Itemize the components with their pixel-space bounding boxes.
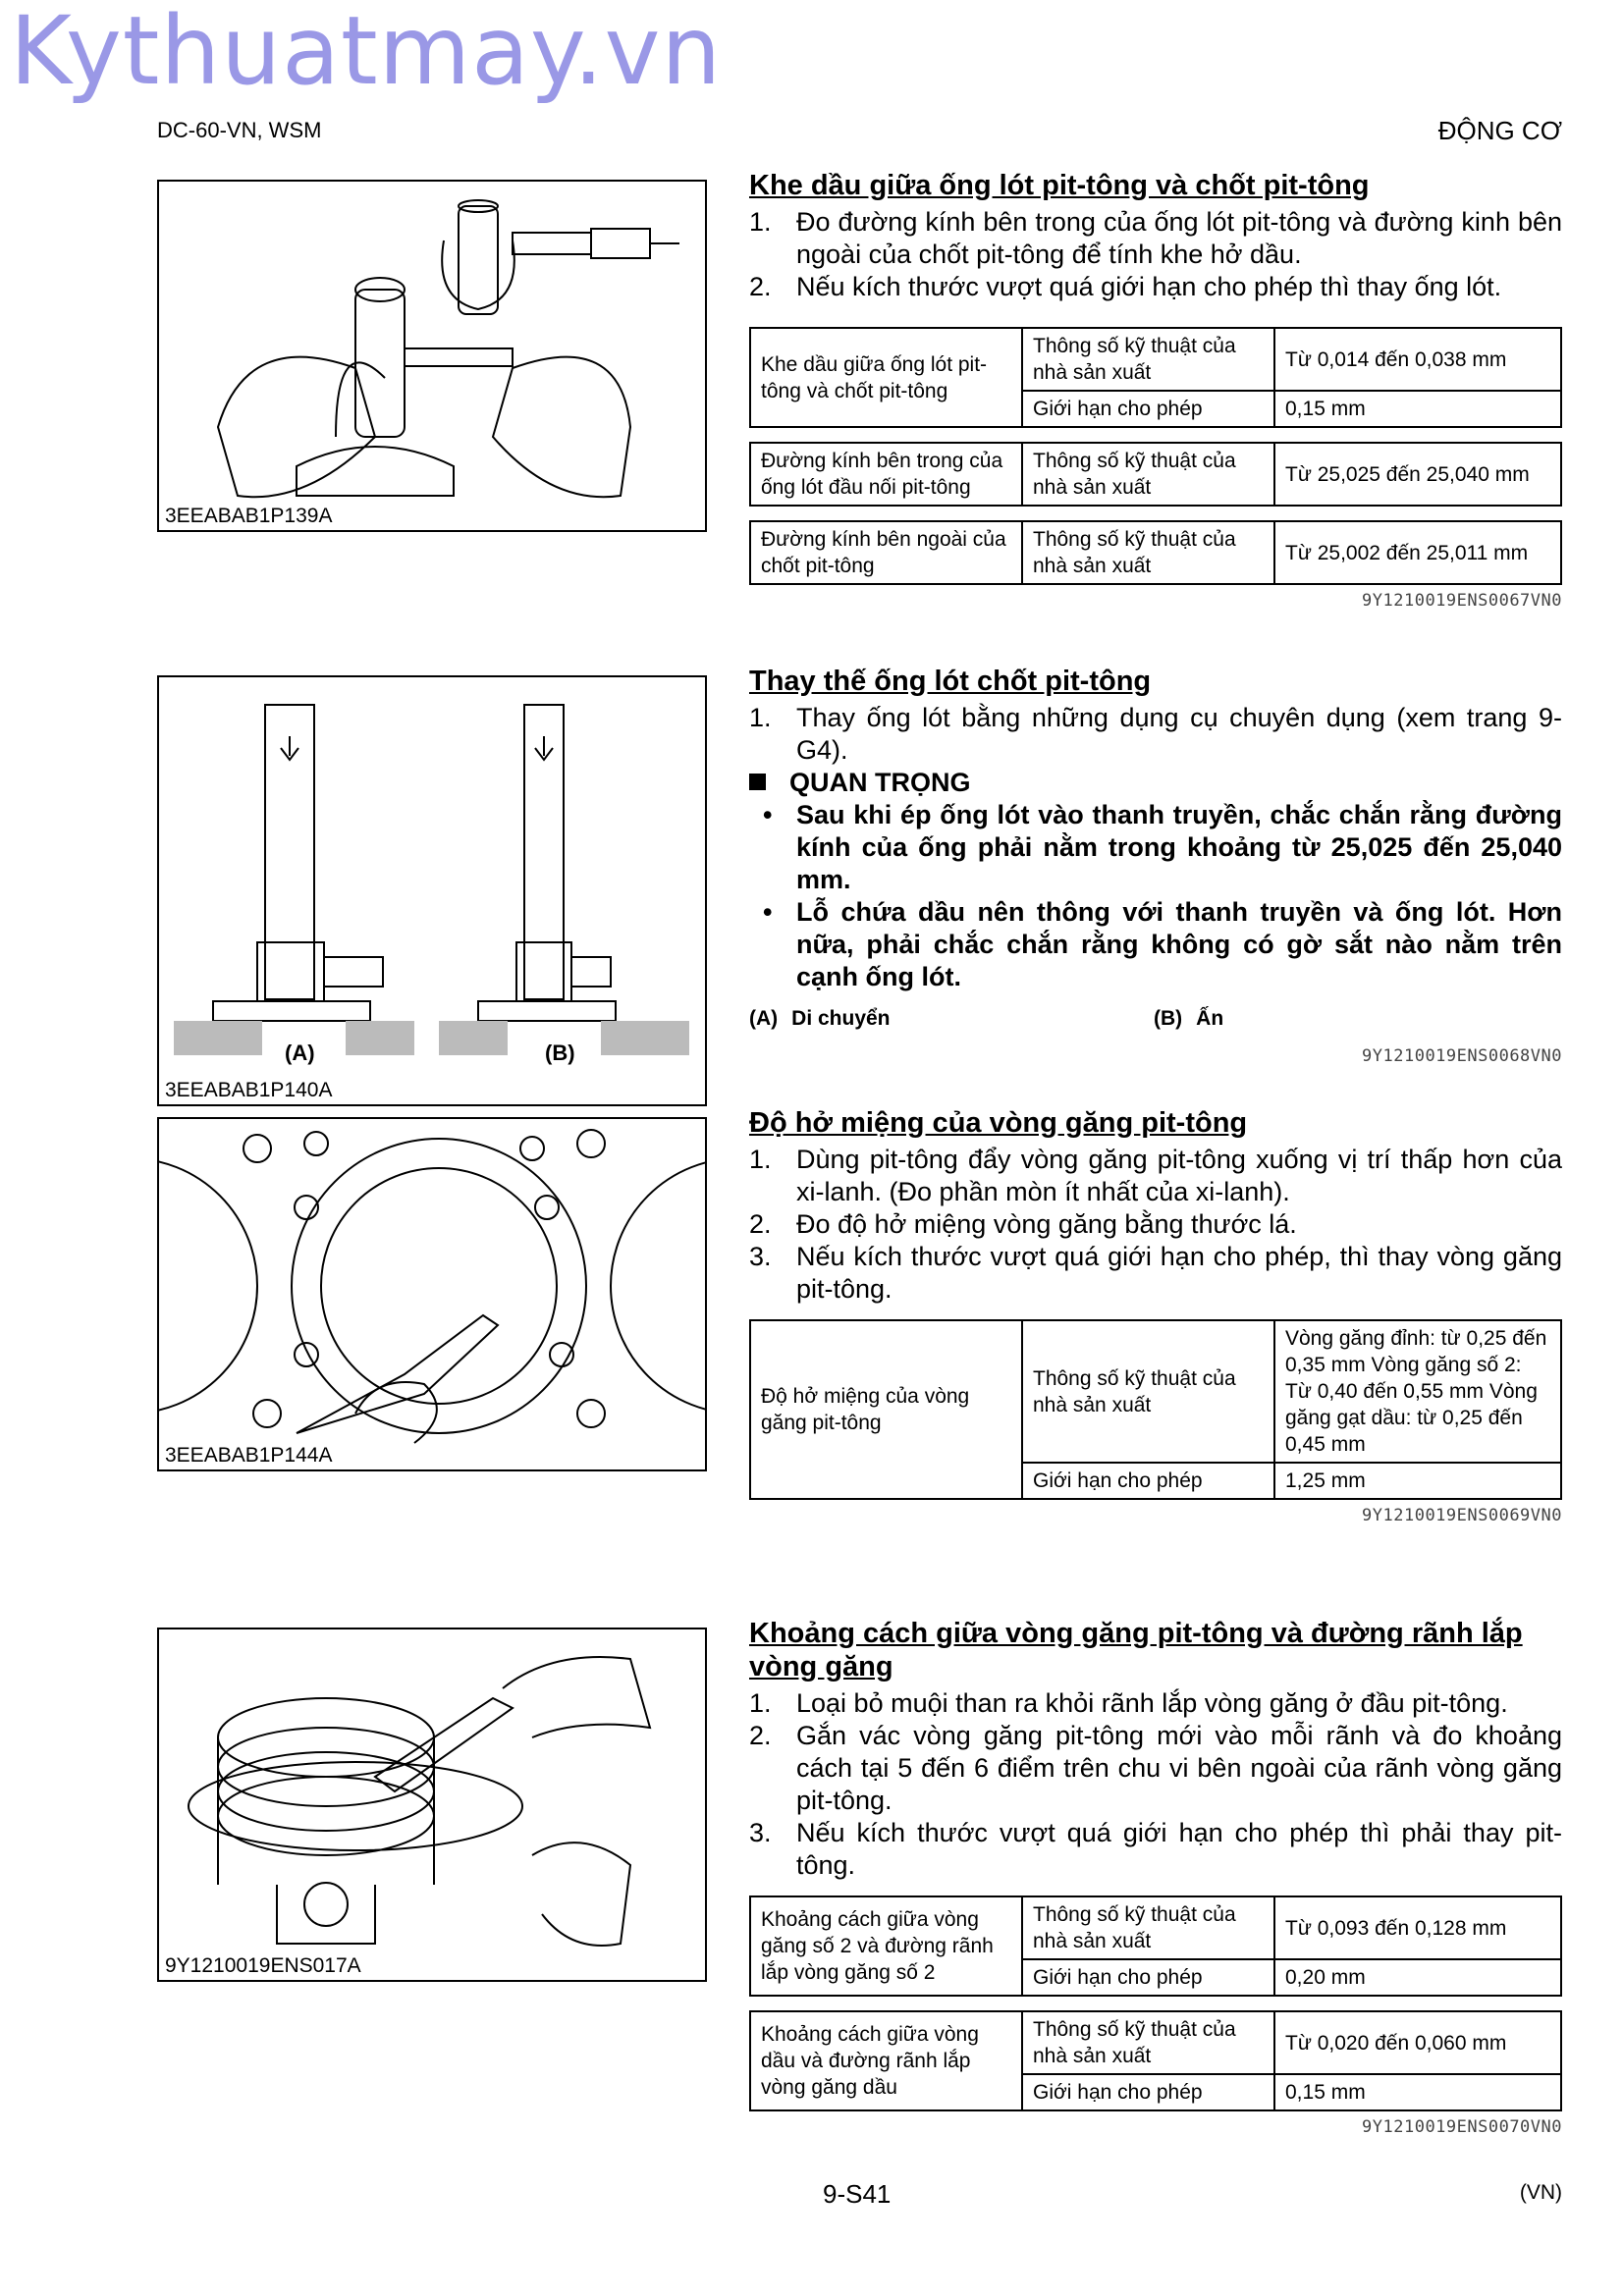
spec-value: Vòng găng đỉnh: từ 0,25 đến 0,35 mm Vòng găng số 2: Từ 0,40 đến 0,55 mm Vòng găng gạt dầu: từ 0,25 đến 0,45 mm: [1274, 1320, 1561, 1463]
spec-value: Từ 25,025 đến 25,040 mm: [1274, 443, 1561, 506]
figure-bushing-press: [157, 675, 707, 1106]
figure-ring-gap: [157, 1117, 707, 1471]
figure-ring-groove: [157, 1628, 707, 1982]
limit-value: 0,20 mm: [1274, 1959, 1561, 1996]
step-list: [749, 1144, 1562, 1306]
bullet-item: • Sau khi ép ống lót vào thanh truyền, chắc chắn rằng đường kính của ống phải nằm trong khoảng từ 25,025 đến 25,040 mm.: [749, 799, 1562, 896]
spec-item: Khoảng cách giữa vòng găng số 2 và đường rãnh lắp vòng găng số 2: [750, 1896, 1022, 1996]
section-ring-gap: [749, 1106, 1562, 1525]
ring-gap-illustration: [159, 1119, 705, 1469]
section-ring-groove: [749, 1617, 1562, 2137]
step-list: [749, 702, 1562, 767]
square-bullet-icon: [749, 774, 766, 790]
step-item: 1. Dùng pit-tông đẩy vòng găng pit-tông xuống vị trí thấp hơn của xi-lanh. (Đo phần mòn ít nhất của xi-lanh).: [749, 1145, 1562, 1206]
spec-table: [749, 1896, 1562, 1997]
spec-label: Thông số kỹ thuật của nhà sản xuất: [1022, 328, 1274, 391]
spec-table: [749, 520, 1562, 585]
limit-label: Giới hạn cho phép: [1022, 1959, 1274, 1996]
spec-table: [749, 442, 1562, 507]
limit-value: 1,25 mm: [1274, 1463, 1561, 1499]
spec-table: [749, 327, 1562, 428]
figure-caption: 9Y1210019ENS017A: [165, 1954, 361, 1977]
spec-label: Thông số kỹ thuật của nhà sản xuất: [1022, 1320, 1274, 1463]
section-title: Độ hở miệng của vòng găng pit-tông: [749, 1107, 1248, 1139]
spec-item: Đường kính bên ngoài của chốt pit-tông: [750, 521, 1022, 584]
language-tag: (VN): [1519, 2181, 1562, 2204]
micrometer-illustration: [159, 182, 705, 530]
spec-value: Từ 25,002 đến 25,011 mm: [1274, 521, 1561, 584]
spec-table: [749, 2010, 1562, 2111]
step-list: [749, 1687, 1562, 1882]
page-number: 9-S41: [823, 2179, 892, 2209]
spec-value: Từ 0,093 đến 0,128 mm: [1274, 1896, 1561, 1959]
important-heading: QUAN TRỌNG: [749, 767, 1562, 799]
spec-item: Khoảng cách giữa vòng dầu và đường rãnh lắp vòng găng dầu: [750, 2011, 1022, 2110]
step-item: 2. Nếu kích thước vượt quá giới hạn cho phép thì thay ống lót.: [749, 272, 1502, 301]
spec-label: Thông số kỹ thuật của nhà sản xuất: [1022, 443, 1274, 506]
step-item: 2. Gắn vác vòng găng pit-tông mới vào mỗi rãnh và đo khoảng cách tại 5 đến 6 điểm trên chu vi bên ngoài của rãnh vòng găng pit-tông.: [749, 1721, 1562, 1815]
step-item: 1. Thay ống lót bằng những dụng cụ chuyên dụng (xem trang 9-G4).: [749, 703, 1562, 765]
limit-label: Giới hạn cho phép: [1022, 1463, 1274, 1499]
limit-label: Giới hạn cho phép: [1022, 391, 1274, 427]
ref-code: 9Y1210019ENS0070VN0: [1362, 2117, 1562, 2137]
section-bushing-replace: [749, 665, 1562, 1066]
section-title: Thay thế ống lót chốt pit-tông: [749, 666, 1152, 697]
legend: (A) Di chuyển (B) Ấn: [749, 1007, 1224, 1030]
step-list: [749, 206, 1562, 303]
spec-label: Thông số kỹ thuật của nhà sản xuất: [1022, 1896, 1274, 1959]
step-item: 1. Đo đường kính bên trong của ống lót pit-tông và đường kinh bên ngoài của chốt pit-tông để tính khe hở dầu.: [749, 207, 1562, 269]
bullet-icon: •: [763, 897, 773, 927]
spec-value: Từ 0,014 đến 0,038 mm: [1274, 328, 1561, 391]
step-item: 3. Nếu kích thước vượt quá giới hạn cho phép thì phải thay pit-tông.: [749, 1818, 1562, 1880]
limit-value: 0,15 mm: [1274, 2074, 1561, 2110]
figure-caption: 3EEABAB1P144A: [165, 1444, 333, 1467]
label-a: (A): [285, 1041, 315, 1065]
figure-micrometer: [157, 180, 707, 532]
spec-item: Khe dầu giữa ống lót pit-tông và chốt pit-tông: [750, 328, 1022, 427]
ref-code: 9Y1210019ENS0069VN0: [1362, 1506, 1562, 1525]
step-item: 3. Nếu kích thước vượt quá giới hạn cho phép, thì thay vòng găng pit-tông.: [749, 1242, 1562, 1304]
figure-caption: 3EEABAB1P140A: [165, 1079, 333, 1101]
step-item: 2. Đo độ hở miệng vòng găng bằng thước lá.: [749, 1209, 1297, 1239]
spec-label: Thông số kỹ thuật của nhà sản xuất: [1022, 2011, 1274, 2074]
spec-item: Độ hở miệng của vòng găng pit-tông: [750, 1320, 1022, 1499]
figure-caption: 3EEABAB1P139A: [165, 505, 333, 527]
step-item: 1. Loại bỏ muội than ra khỏi rãnh lắp vòng găng ở đầu pit-tông.: [749, 1688, 1508, 1718]
ring-groove-illustration: [159, 1629, 705, 1980]
limit-label: Giới hạn cho phép: [1022, 2074, 1274, 2110]
spec-label: Thông số kỹ thuật của nhà sản xuất: [1022, 521, 1274, 584]
spec-table: [749, 1319, 1562, 1500]
spec-item: Đường kính bên trong của ống lót đầu nối pit-tông: [750, 443, 1022, 506]
section-title: Khoảng cách giữa vòng găng pit-tông và đường rãnh lắp vòng găng: [749, 1618, 1523, 1682]
ref-code: 9Y1210019ENS0068VN0: [1362, 1046, 1562, 1066]
spec-value: Từ 0,020 đến 0,060 mm: [1274, 2011, 1561, 2074]
limit-value: 0,15 mm: [1274, 391, 1561, 427]
bullet-item: • Lỗ chứa dầu nên thông với thanh truyền và ống lót. Hơn nữa, phải chắc chắn rằng không có gờ sắt nào nằm trên cạnh ống lót.: [749, 896, 1562, 993]
section-oil-clearance: [749, 169, 1562, 611]
section-title: Khe dầu giữa ống lót pit-tông và chốt pit-tông: [749, 170, 1370, 201]
bullet-icon: •: [763, 800, 773, 829]
chapter-title: ĐỘNG CƠ: [1437, 116, 1562, 145]
ref-code: 9Y1210019ENS0067VN0: [1362, 591, 1562, 611]
doc-code: DC-60-VN, WSM: [157, 118, 322, 142]
bushing-press-illustration: [159, 677, 705, 1104]
watermark-logo: Kythuatmay.vn: [10, 0, 723, 106]
label-b: (B): [545, 1041, 575, 1065]
